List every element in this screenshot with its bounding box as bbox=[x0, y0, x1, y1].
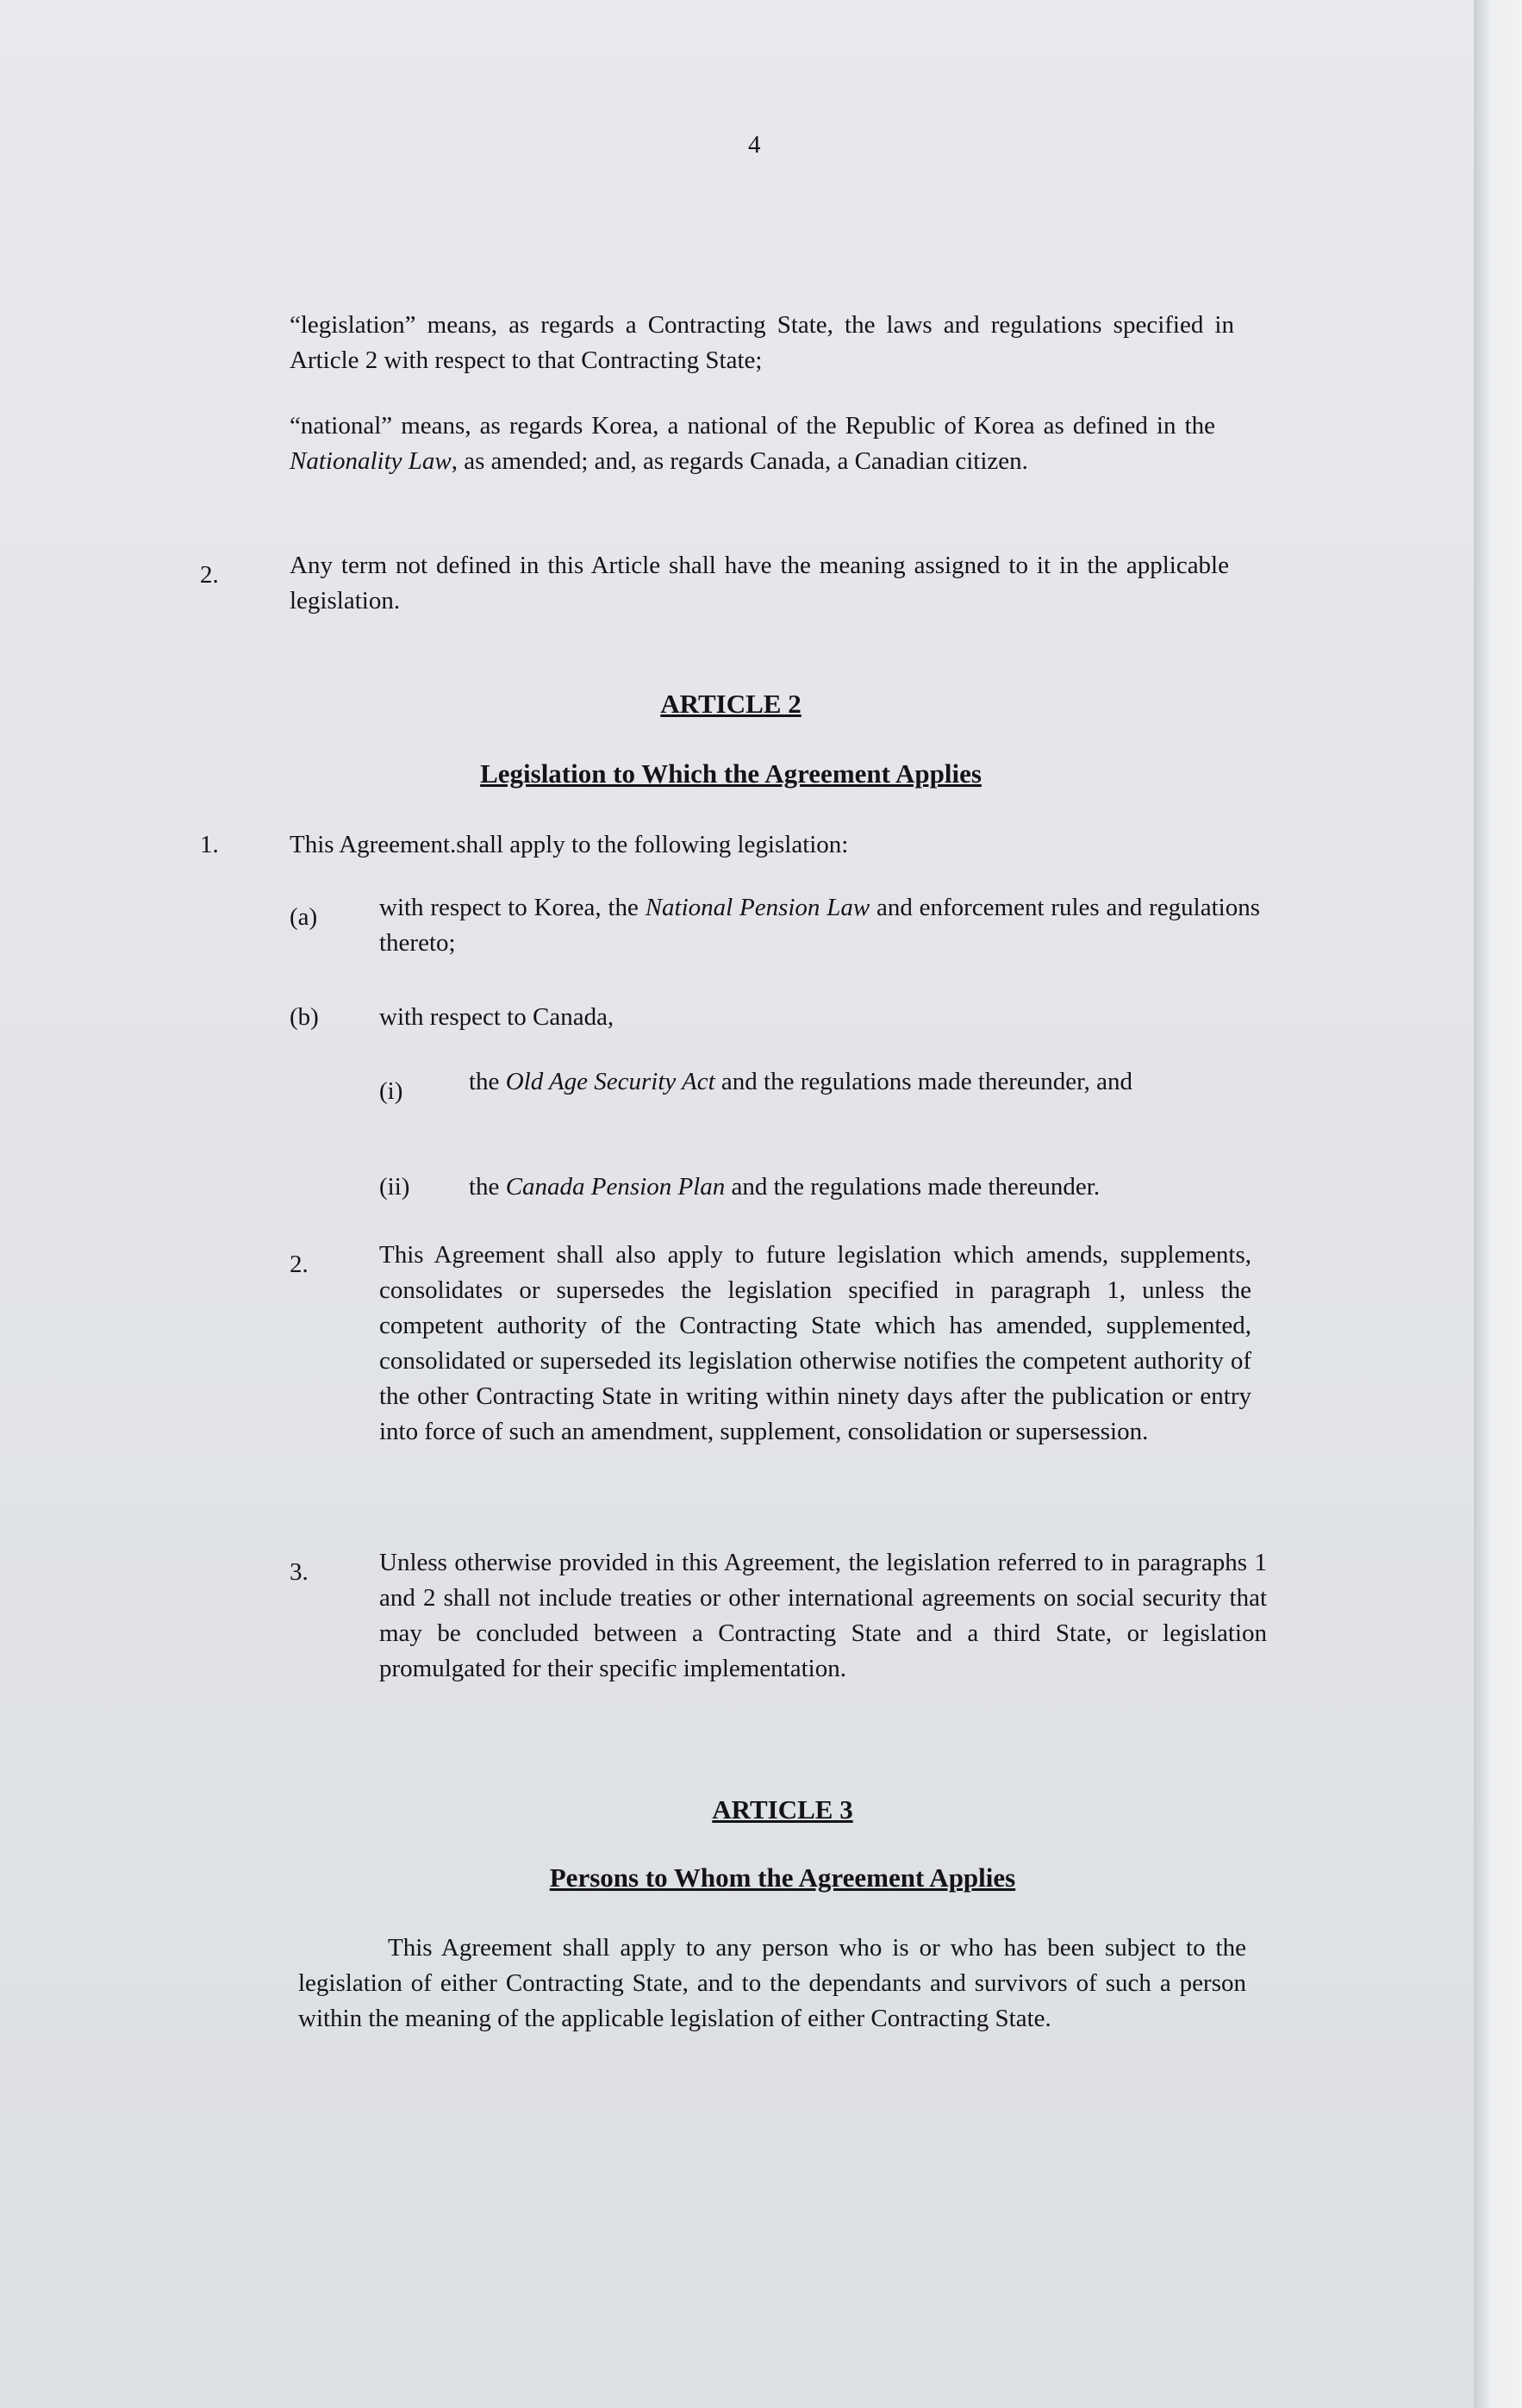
item-ii-text-1: the bbox=[469, 1173, 506, 1201]
nationality-law-title: Nationality Law bbox=[290, 447, 452, 475]
canada-pension-plan-title: Canada Pension Plan bbox=[505, 1173, 726, 1201]
item-a-korea bbox=[379, 890, 1260, 961]
item-b-canada: with respect to Canada, bbox=[379, 1003, 614, 1031]
item-a-text-2: and enforcement rules and regulations thereto; bbox=[379, 894, 1260, 957]
item-ii-text-2: and the regulations made thereunder. bbox=[725, 1173, 1101, 1201]
item-label-i: (i) bbox=[379, 1077, 403, 1105]
item-ii-canada-pension-plan bbox=[469, 1170, 1100, 1205]
page-edge-shadow bbox=[1474, 0, 1522, 2408]
article-3-paragraph: This Agreement shall apply to any person who is or who has been subject to the legislation of either Contracting State, and to the dependants and survivors of such a person within the meaning of the applicable legislation of either Contracting State. bbox=[298, 1934, 1246, 2032]
article-3-subheading: Persons to Whom the Agreement Applies bbox=[549, 1862, 1016, 1893]
paragraph-number: 2. bbox=[200, 561, 219, 589]
page-number: 4 bbox=[748, 131, 761, 159]
article-2-paragraph-1: This Agreement.shall apply to the following legislation: bbox=[290, 831, 849, 858]
definition-national-text-1: “national” means, as regards Korea, a national of the Republic of Korea as defined in the bbox=[290, 412, 1215, 440]
paragraph-number: 2. bbox=[290, 1251, 309, 1278]
paragraph-number: 1. bbox=[200, 831, 219, 858]
item-label-b: (b) bbox=[290, 1003, 319, 1031]
national-pension-law-title: National Pension Law bbox=[645, 894, 870, 921]
item-i-text-1: the bbox=[469, 1068, 506, 1095]
paragraph-number: 3. bbox=[290, 1558, 309, 1586]
item-a-text-1: with respect to Korea, the bbox=[379, 894, 646, 921]
definition-national-text-2: , as amended; and, as regards Canada, a Canadian citizen. bbox=[451, 447, 1028, 475]
article-3-heading: ARTICLE 3 bbox=[712, 1794, 853, 1825]
item-i-text-2: and the regulations made thereunder, and bbox=[714, 1068, 1133, 1095]
article-2-paragraph-2: This Agreement shall also apply to future legislation which amends, supplements, consolidates or supersedes the legislation specified in paragraph 1, unless the competent authority of the Contracting State which has amended, supplemented, consolidated or superseded its legislation otherwise notifies the competent authority of the other Contracting State in writing within ninety days after the publication or entry into force of such an amendment, supplement, consolidation or supersession. bbox=[379, 1241, 1251, 1445]
item-label-ii: (ii) bbox=[379, 1173, 410, 1201]
article-2-paragraph-3: Unless otherwise provided in this Agreement, the legislation referred to in paragraphs 1 and 2 shall not include treaties or other international agreements on social security that may be concluded between a Contracting State and a third State, or legislation promulgated for their specific implementation. bbox=[379, 1549, 1267, 1682]
old-age-security-act-title: Old Age Security Act bbox=[505, 1068, 715, 1095]
item-label-a: (a) bbox=[290, 903, 318, 931]
paragraph-undefined-terms: Any term not defined in this Article shall have the meaning assigned to it in the applicable legislation. bbox=[290, 552, 1229, 614]
article-2-subheading: Legislation to Which the Agreement Applies bbox=[480, 758, 982, 789]
definition-legislation: “legislation” means, as regards a Contracting State, the laws and regulations specified in Article 2 with respect to that Contracting State; bbox=[290, 311, 1234, 374]
article-2-heading: ARTICLE 2 bbox=[660, 689, 802, 719]
definition-national bbox=[290, 409, 1215, 479]
item-i-old-age-security bbox=[469, 1064, 1236, 1100]
